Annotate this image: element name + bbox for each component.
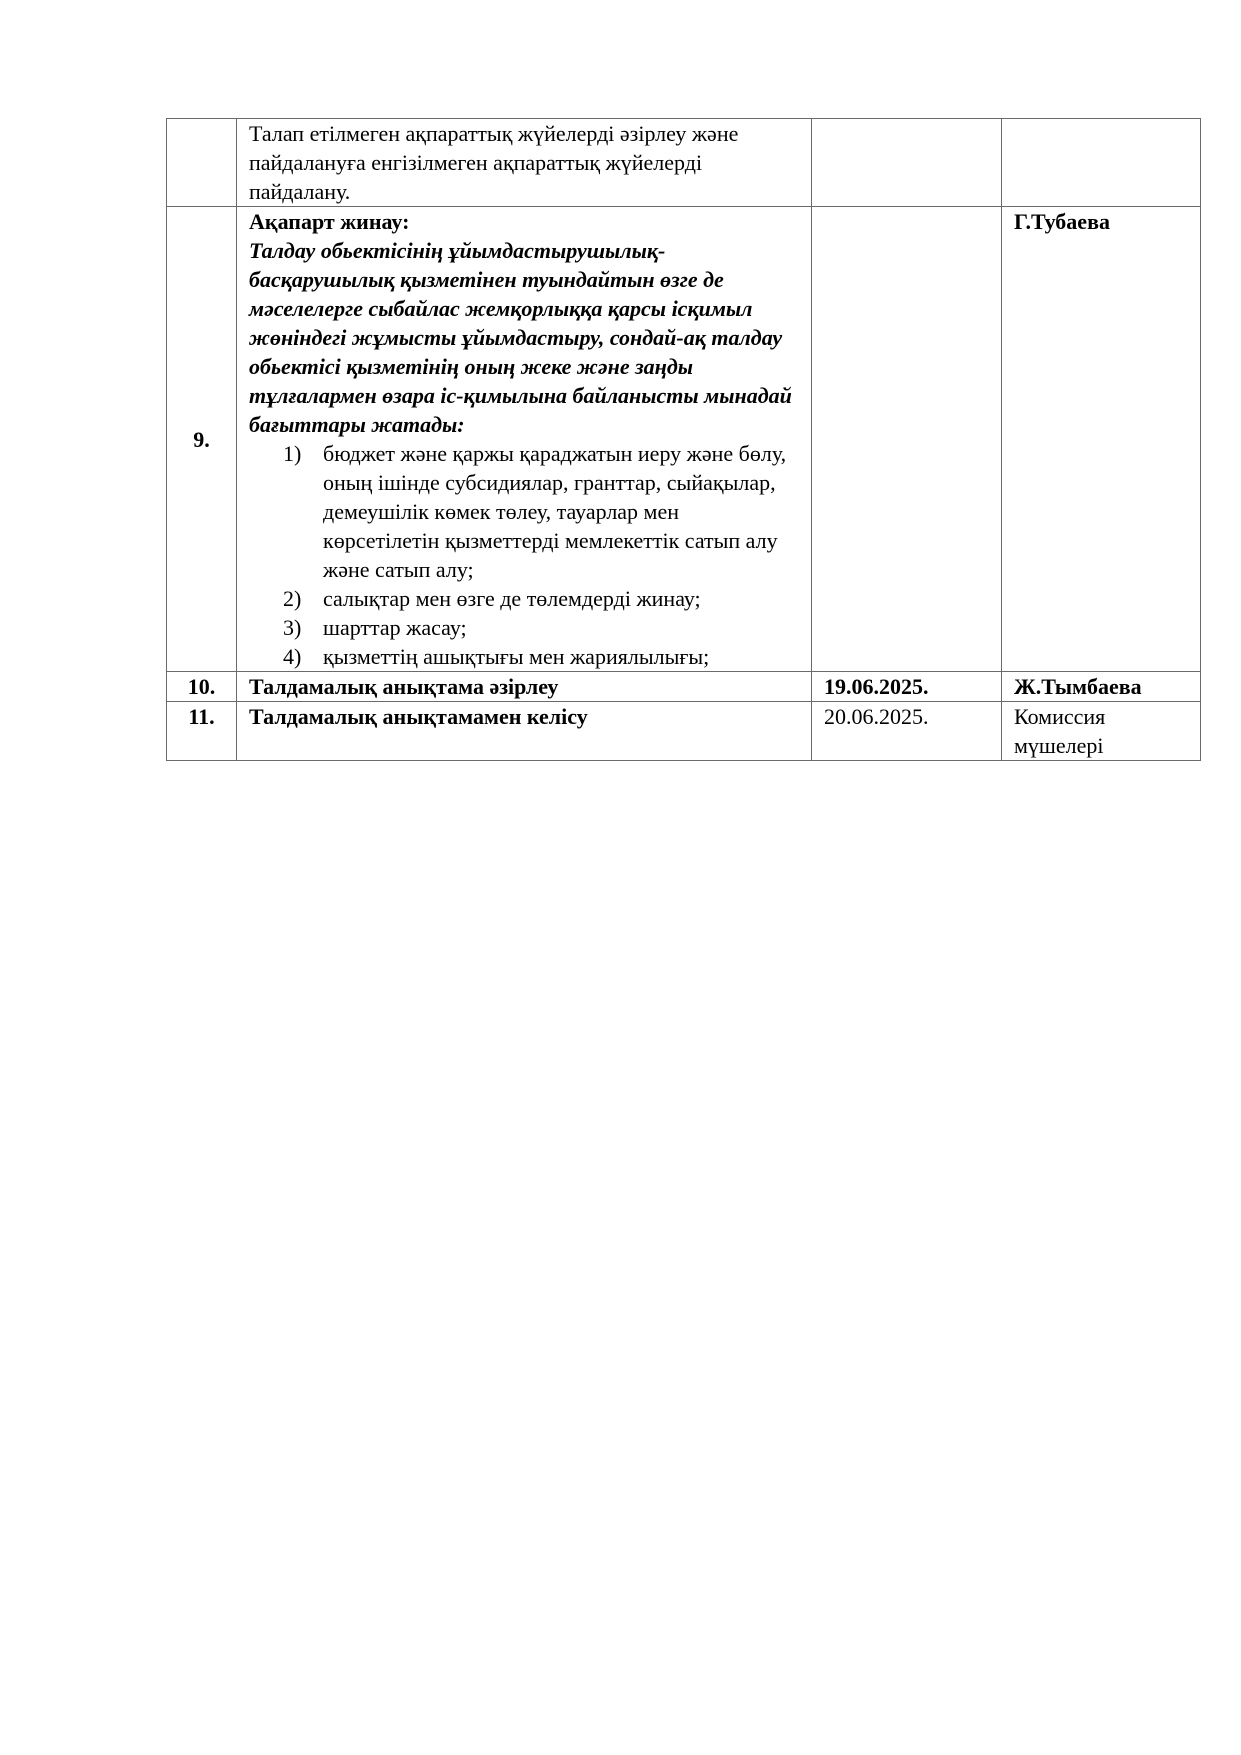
list-item — [249, 613, 799, 642]
date-cell — [812, 207, 1002, 672]
list-item — [249, 642, 799, 671]
responsible-cell — [1002, 119, 1201, 207]
task-cell: Талдамалық анықтама әзірлеу — [237, 672, 812, 702]
task-title: Ақапарт жинау: — [249, 209, 410, 234]
list-marker: 4) — [283, 644, 302, 669]
task-item-list — [249, 439, 799, 671]
list-marker: 1) — [283, 441, 302, 466]
list-item-text: салықтар мен өзге де төлемдерді жинау; — [323, 586, 701, 611]
list-marker: 2) — [283, 586, 302, 611]
row-number — [167, 119, 237, 207]
row-number: 10. — [167, 672, 237, 702]
date-cell: 19.06.2025. — [812, 672, 1002, 702]
table-row — [167, 672, 1201, 702]
date-cell — [812, 119, 1002, 207]
list-item — [249, 584, 799, 613]
date-cell: 20.06.2025. — [812, 702, 1002, 761]
table-row — [167, 119, 1201, 207]
list-item-text: қызметтің ашықтығы мен жариялылығы; — [323, 644, 710, 669]
task-cell — [237, 207, 812, 672]
task-intro: Талдау обьектісінің ұйымдастырушылық-басқарушылық қызметінен туындайтын өзге де мәселелерге сыбайлас жемқорлыққа қарсы ісқимыл жөніндегі жұмысты ұйымдастыру, сондай-ақ талдау обьектісі қызметінің оның жеке және заңды тұлғалармен өзара іс-қимылына байланысты мынадай бағыттары жатады: — [249, 238, 792, 437]
task-cell: Талап етілмеген ақпараттық жүйелерді әзірлеу және пайдалануға енгізілмеген ақпараттық жүйелерді пайдалану. — [237, 119, 812, 207]
list-item-text: бюджет және қаржы қараджатын иеру және бөлу, оның ішінде субсидиялар, гранттар, сыйақылар, демеушілік көмек төлеу, тауарлар мен көрсетілетін қызметтерді мемлекеттік сатып алу және сатып алу; — [323, 441, 787, 582]
table-row — [167, 702, 1201, 761]
row-number: 9. — [167, 207, 237, 672]
plan-table — [166, 118, 1201, 761]
responsible-cell: Ж.Тымбаева — [1002, 672, 1201, 702]
task-cell: Талдамалық анықтамамен келісу — [237, 702, 812, 761]
responsible-cell: Комиссия мүшелері — [1002, 702, 1201, 761]
list-marker: 3) — [283, 615, 302, 640]
list-item — [249, 439, 799, 584]
list-item-text: шарттар жасау; — [323, 615, 467, 640]
row-number: 11. — [167, 702, 237, 761]
responsible-cell: Г.Тубаева — [1002, 207, 1201, 672]
table-row — [167, 207, 1201, 672]
